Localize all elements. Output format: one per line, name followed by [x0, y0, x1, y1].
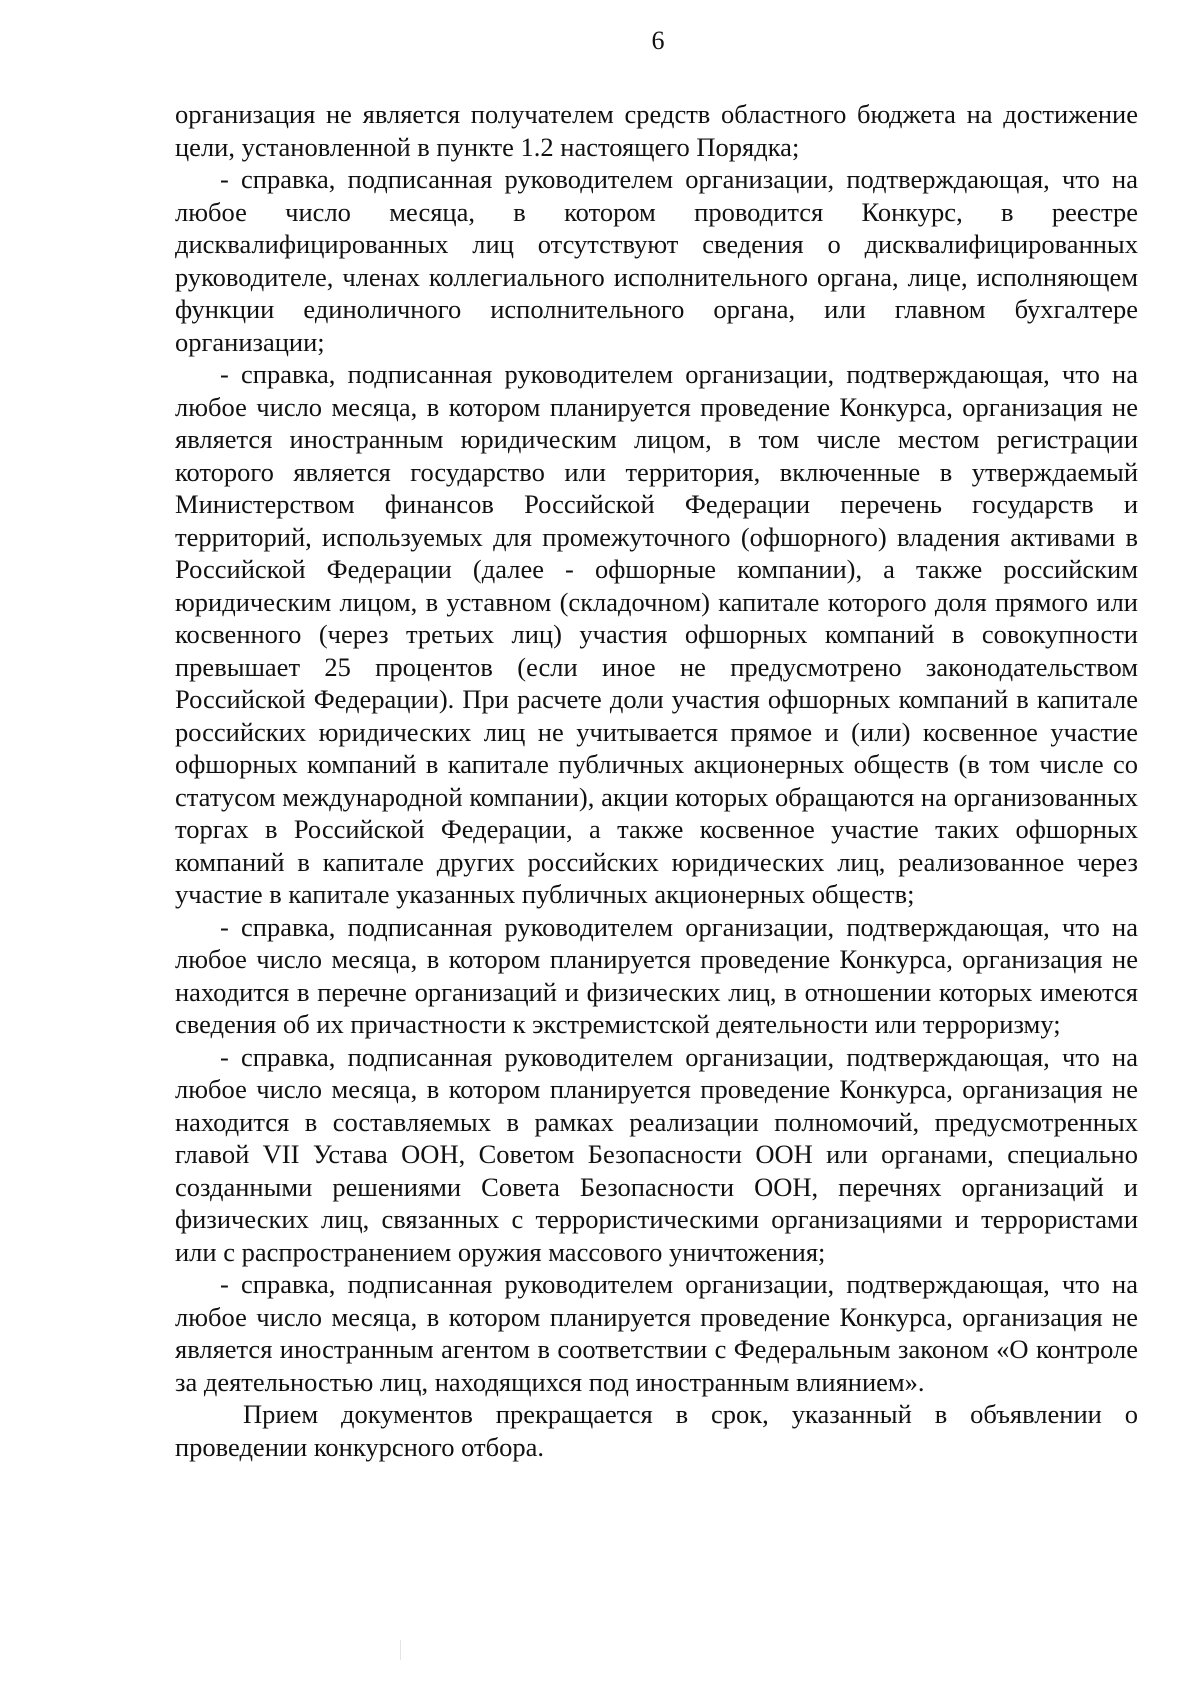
paragraph-disqualified-persons-certificate: - справка, подписанная руководителем организации, подтверждающая, что на любое число месяца, в котором проводится Конкурс, в реестре дисквалифицированных лиц отсутствуют сведения о дисквалифицированных руководителе, членах коллегиального исполнительного органа, лице, исполняющем функции единоличного исполнительного органа, или главном бухгалтере организации;	[175, 164, 1138, 357]
paragraph-extremism-certificate: - справка, подписанная руководителем организации, подтверждающая, что на любое число месяца, в котором планируется проведение Конкурса, организация не находится в перечне организаций и физических лиц, в отношении которых имеются сведения об их причастности к экстремистской деятельности или терроризму;	[175, 911, 1138, 1039]
paragraph-offshore-certificate: - справка, подписанная руководителем организации, подтверждающая, что на любое число месяца, в котором планируется проведение Конкурса, организация не является иностранным юридическим лицом, в том числе местом регистрации которого является государство или территория, включенные в утверждаемый Министерством финансов Российской Федерации перечень государств и территорий, используемых для промежуточного (офшорного) владения активами в Российской Федерации (далее - офшорные компании), а также российским юридическим лицом, в уставном (складочном) капитале которого доля прямого или косвенного (через третьих лиц) участия офшорных компаний в совокупности превышает 25 процентов (если иное не предусмотрено законодательством Российской Федерации). При расчете доли участия офшорных компаний в капитале российских юридических лиц не учитывается прямое и (или) косвенное участие офшорных компаний в капитале публичных акционерных обществ (в том числе со статусом международной компании), акции которых обращаются на организованных торгах в Российской Федерации, а также косвенное участие таких офшорных компаний в капитале других российских юридических лиц, реализованное через участие в капитале указанных публичных акционерных обществ;	[175, 359, 1138, 909]
page-number: 6	[651, 26, 665, 55]
paragraph-foreign-agent-certificate: - справка, подписанная руководителем организации, подтверждающая, что на любое число месяца, в котором планируется проведение Конкурса, организация не является иностранным агентом в соответствии с Федеральным законом «О контроле за деятельностью лиц, находящихся под иностранным влиянием».	[175, 1269, 1138, 1397]
scan-artifact	[400, 1640, 401, 1660]
paragraph-document-acceptance-deadline: Прием документов прекращается в срок, указанный в объявлении о проведении конкурсного отбора.	[175, 1399, 1138, 1462]
paragraph-continuation: организация не является получателем средств областного бюджета на достижение цели, установленной в пункте 1.2 настоящего Порядка;	[175, 99, 1138, 162]
paragraph-un-sanctions-certificate: - справка, подписанная руководителем организации, подтверждающая, что на любое число месяца, в котором планируется проведение Конкурса, организация не находится в составляемых в рамках реализации полномочий, предусмотренных главой VII Устава ООН, Советом Безопасности ООН или органами, специально созданными решениями Совета Безопасности ООН, перечнях организаций и физических лиц, связанных с террористическими организациями и террористами или с распространением оружия массового уничтожения;	[175, 1041, 1138, 1267]
document-body	[175, 98, 1138, 1463]
